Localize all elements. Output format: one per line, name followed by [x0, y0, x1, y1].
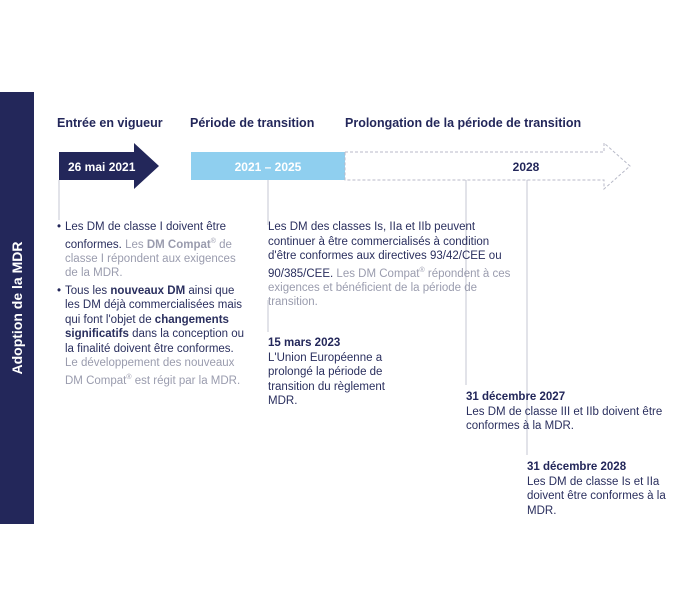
event-2027-text: Les DM de classe III et IIb doivent être conformes à la MDR. — [466, 405, 663, 432]
phase-title-extension: Prolongation de la période de transition — [345, 116, 582, 130]
entry-bullet-2: • Tous les nouveaux DM ainsi que les DM déjà commercialisées mais qui font l'objet de changements significatifs dans la conception ou la finalité doivent être conformes. Le développement des nouveaux DM Compat® est régit par la MDR. — [57, 284, 247, 388]
transition-range-label: 2021 – 2025 — [234, 160, 302, 174]
event-2027 — [466, 390, 666, 434]
sidebar-label: Adoption de la MDR — [9, 241, 25, 375]
extension-arrow — [345, 143, 630, 189]
transition-description: Les DM des classes Is, IIa et IIb peuvent continuer à être commercialisés à condition d'être conformes aux directives 93/42/CEE ou 90/385/CEE. Les DM Compat® répondent à ces exigences et bénéficient de la période de transition. — [268, 221, 511, 309]
event-2028-date: 31 décembre 2028 — [527, 461, 627, 473]
entry-description — [57, 220, 247, 391]
event-2028-text: Les DM de classe Is et IIa doivent être conformes à la MDR. — [527, 475, 666, 517]
phase-title-entry: Entrée en vigueur — [57, 116, 163, 130]
entry-bullet-1: • Les DM de classe I doivent être conformes. Les DM Compat® de classe I répondent aux exigences de la MDR. — [57, 220, 247, 281]
entry-date-label: 26 mai 2021 — [68, 160, 136, 174]
event-2027-date: 31 décembre 2027 — [466, 391, 566, 403]
event-2028 — [527, 460, 677, 518]
event-2023 — [268, 336, 396, 409]
phase-title-transition: Période de transition — [190, 116, 315, 130]
event-2023-text: L'Union Européenne a prolongé la période de transition du règlement MDR. — [268, 351, 385, 407]
event-2023-date: 15 mars 2023 — [268, 337, 341, 349]
extension-year-label: 2028 — [512, 160, 540, 174]
